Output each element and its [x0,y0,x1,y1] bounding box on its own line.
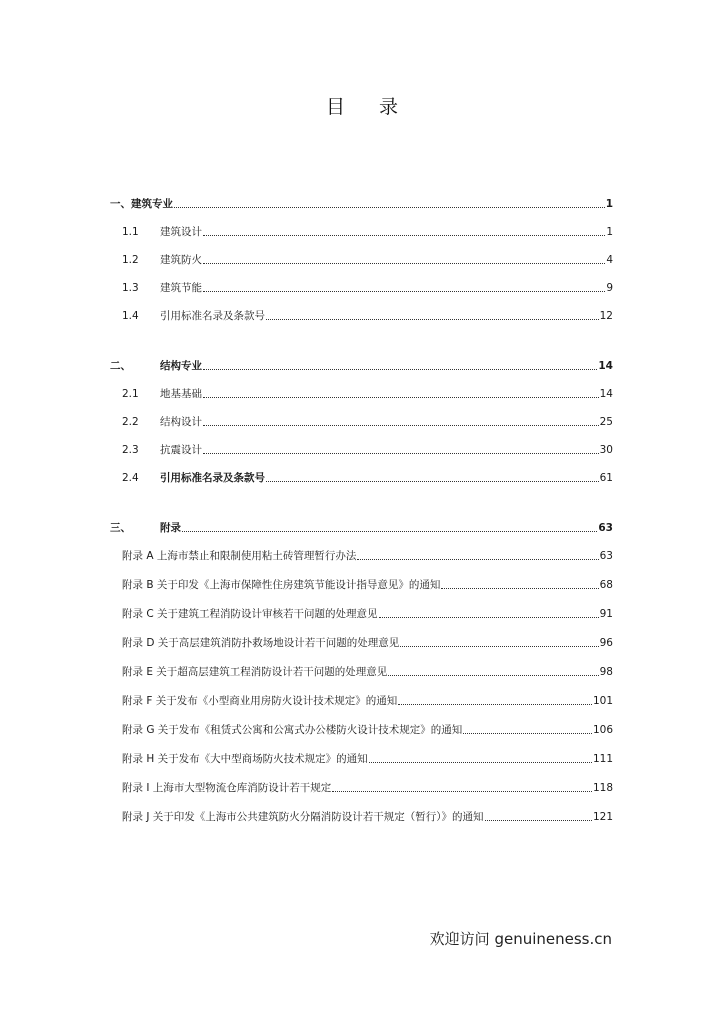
toc-leader-dots [203,234,605,236]
toc-entry-page: 68 [599,579,613,591]
toc-appendix-entry[interactable] [110,576,613,592]
toc-entry-page: 30 [599,444,613,456]
toc-appendix-entry[interactable] [110,692,613,708]
toc-entry-label: 建筑设计 [160,226,202,238]
toc-appendix-entry[interactable] [110,634,613,650]
toc-entry-label: 附录 C 关于建筑工程消防设计审核若干问题的处理意见 [122,608,378,620]
toc-subsection-entry[interactable] [110,469,613,485]
toc-entry-label: 附录 H 关于发布《大中型商场防火技术规定》的通知 [122,753,368,765]
toc-appendix-entry[interactable] [110,779,613,795]
toc-entry-number: 1.3 [122,282,139,294]
toc-entry-page: 14 [598,360,613,372]
toc-entry-page: 101 [592,695,613,707]
toc-entry-label: 附录 D 关于高层建筑消防扑救场地设计若干问题的处理意见 [122,637,400,649]
toc-entry-label: 结构专业 [160,360,202,372]
toc-entry-page: 98 [599,666,613,678]
toc-subsection-entry[interactable] [110,251,613,267]
toc-entry-page: 1 [605,198,613,210]
toc-entry-label: 附录 E 关于超高层建筑工程消防设计若干问题的处理意见 [122,666,388,678]
toc-appendix-entry[interactable] [110,663,613,679]
toc-entry-page: 63 [598,522,613,534]
toc-entry-page: 91 [599,608,613,620]
toc-leader-dots [485,819,592,821]
toc-entry-page: 14 [599,388,613,400]
toc-entry-page: 12 [599,310,613,322]
toc-leader-dots [369,761,592,763]
toc-appendix-entry[interactable] [110,808,613,824]
toc-leader-dots [332,790,592,792]
toc-entry-number: 1.2 [122,254,139,266]
toc-entry-label: 附录 G 关于发布《租赁式公寓和公寓式办公楼防火设计技术规定》的通知 [122,724,463,736]
toc-entry-page: 106 [592,724,613,736]
toc-entry-number: 2.2 [122,416,139,428]
toc-leader-dots [388,674,598,676]
toc-leader-dots [174,206,605,208]
toc-entry-label: 附录 B 关于印发《上海市保障性住房建筑节能设计指导意见》的通知 [122,579,441,591]
toc-entry-label: 抗震设计 [160,444,202,456]
toc-subsection-entry[interactable] [110,413,613,429]
toc-leader-dots [203,368,597,370]
toc-entry-label: 结构设计 [160,416,202,428]
toc-leader-dots [203,424,599,426]
toc-appendix-entry[interactable] [110,750,613,766]
toc-leader-dots [203,262,605,264]
toc-entry-label: 地基基础 [160,388,202,400]
toc-entry-label: 建筑专业 [131,198,173,210]
toc-entry-page: 111 [592,753,613,765]
toc-appendix-entry[interactable] [110,547,613,563]
toc-subsection-entry[interactable] [110,441,613,457]
toc-entry-number: 2.4 [122,472,139,484]
toc-subsection-entry[interactable] [110,307,613,323]
toc-entry-page: 63 [599,550,613,562]
toc-section-entry[interactable] [110,357,613,373]
toc-entry-label: 建筑防火 [160,254,202,266]
toc-leader-dots [266,318,599,320]
toc-entry-number: 2.3 [122,444,139,456]
toc-subsection-entry[interactable] [110,223,613,239]
toc-entry-page: 61 [599,472,613,484]
page-title: 目 录 [325,96,413,118]
toc-entry-label: 引用标准名录及条款号 [160,472,265,484]
toc-entry-label: 附录 J 关于印发《上海市公共建筑防火分隔消防设计若干规定（暂行）》的通知 [122,811,484,823]
toc-leader-dots [400,645,598,647]
toc-leader-dots [398,703,592,705]
toc-subsection-entry[interactable] [110,385,613,401]
toc-entry-page: 4 [606,254,613,266]
toc-leader-dots [357,558,598,560]
toc-entry-label: 附录 I 上海市大型物流仓库消防设计若干规定 [122,782,332,794]
toc-entry-label: 附录 F 关于发布《小型商业用房防火设计技术规定》的通知 [122,695,398,707]
toc-leader-dots [203,396,599,398]
toc-entry-number: 1.4 [122,310,139,322]
toc-leader-dots [266,480,599,482]
toc-leader-dots [182,530,597,532]
toc-section-entry[interactable] [110,195,613,211]
toc-section-entry[interactable] [110,519,613,535]
toc-entry-label: 附录 [160,522,181,534]
toc-leader-dots [203,452,599,454]
toc-entry-number: 1.1 [122,226,139,238]
toc-appendix-entry[interactable] [110,605,613,621]
toc-leader-dots [379,616,599,618]
toc-entry-number: 2.1 [122,388,139,400]
toc-appendix-entry[interactable] [110,721,613,737]
toc-entry-number: 二、 [110,360,131,372]
toc-entry-page: 96 [599,637,613,649]
toc-entry-label: 建筑节能 [160,282,202,294]
toc-entry-number: 三、 [110,522,131,534]
footer-watermark: 欢迎访问 genuineness.cn [429,930,612,948]
toc-leader-dots [441,587,598,589]
toc-subsection-entry[interactable] [110,279,613,295]
toc-entry-page: 25 [599,416,613,428]
toc-entry-label: 引用标准名录及条款号 [160,310,265,322]
toc-entry-page: 121 [592,811,613,823]
toc-entry-page: 118 [592,782,613,794]
toc-entry-page: 1 [606,226,613,238]
toc-leader-dots [463,732,592,734]
toc-leader-dots [203,290,605,292]
toc-entry-label: 附录 A 上海市禁止和限制使用粘土砖管理暂行办法 [122,550,357,562]
toc-entry-page: 9 [606,282,613,294]
toc-entry-number: 一、 [110,198,131,210]
